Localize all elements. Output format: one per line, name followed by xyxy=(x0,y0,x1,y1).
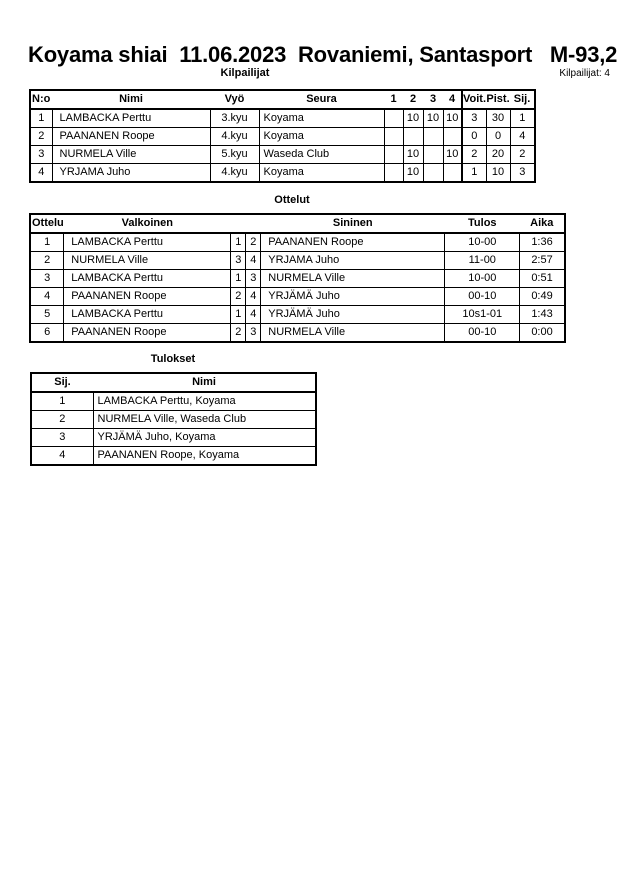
cell-result: 10s1-01 xyxy=(445,306,520,324)
competitor-row xyxy=(30,128,535,146)
cell-white-no: 2 xyxy=(231,288,246,306)
cell-score-2: 10 xyxy=(403,146,423,164)
col-header-no: N:o xyxy=(30,90,52,109)
cell-blue-no: 4 xyxy=(246,252,261,270)
cell-sij: 4 xyxy=(510,128,535,146)
cell-match-no: 3 xyxy=(30,270,64,288)
competitor-count: Kilpailijat: 4 xyxy=(559,68,610,79)
cell-blue-no: 3 xyxy=(246,324,261,343)
cell-place: 3 xyxy=(31,429,93,447)
match-row xyxy=(30,306,565,324)
col-header-sij: Sij. xyxy=(31,373,93,392)
cell-white-name: PAANANEN Roope xyxy=(64,324,231,343)
cell-white-no: 1 xyxy=(231,233,246,252)
cell-score-4 xyxy=(443,164,462,183)
cell-name-club: LAMBACKA Perttu, Koyama xyxy=(93,392,316,411)
col-header-white-no xyxy=(231,214,246,233)
result-row xyxy=(31,429,316,447)
col-header-1: 1 xyxy=(384,90,403,109)
match-row xyxy=(30,324,565,343)
cell-no: 4 xyxy=(30,164,52,183)
results-table xyxy=(30,372,317,466)
cell-result: 10-00 xyxy=(445,233,520,252)
cell-sij: 1 xyxy=(510,109,535,128)
cell-score-2: 10 xyxy=(403,164,423,183)
cell-no: 3 xyxy=(30,146,52,164)
cell-white-name: LAMBACKA Perttu xyxy=(64,270,231,288)
cell-time: 1:43 xyxy=(520,306,565,324)
col-header-3: 3 xyxy=(423,90,443,109)
cell-score-1 xyxy=(384,146,403,164)
cell-score-4: 10 xyxy=(443,109,462,128)
cell-pist: 0 xyxy=(486,128,510,146)
cell-match-no: 5 xyxy=(30,306,64,324)
cell-blue-no: 2 xyxy=(246,233,261,252)
results-header-row xyxy=(31,373,316,392)
cell-voit: 3 xyxy=(462,109,486,128)
result-row xyxy=(31,411,316,429)
cell-name-club: PAANANEN Roope, Koyama xyxy=(93,447,316,466)
competitor-row xyxy=(30,164,535,183)
cell-result: 00-10 xyxy=(445,324,520,343)
cell-score-3 xyxy=(423,146,443,164)
cell-score-1 xyxy=(384,164,403,183)
col-header-voit: Voit. xyxy=(462,90,486,109)
cell-pist: 20 xyxy=(486,146,510,164)
match-row xyxy=(30,270,565,288)
cell-blue-no: 3 xyxy=(246,270,261,288)
col-header-vyo: Vyö xyxy=(210,90,259,109)
cell-match-no: 2 xyxy=(30,252,64,270)
match-row xyxy=(30,233,565,252)
cell-white-no: 2 xyxy=(231,324,246,343)
cell-name-club: NURMELA Ville, Waseda Club xyxy=(93,411,316,429)
document-title: Koyama shiai 11.06.2023 Rovaniemi, Santasport M-93,2 xyxy=(28,42,618,67)
cell-pist: 10 xyxy=(486,164,510,183)
col-header-aika: Aika xyxy=(520,214,565,233)
cell-time: 1:36 xyxy=(520,233,565,252)
matches-table xyxy=(29,213,566,343)
col-header-pist: Pist. xyxy=(486,90,510,109)
col-header-valkoinen: Valkoinen xyxy=(64,214,231,233)
result-row xyxy=(31,392,316,411)
cell-vyo: 5.kyu xyxy=(210,146,259,164)
cell-time: 0:49 xyxy=(520,288,565,306)
cell-vyo: 3.kyu xyxy=(210,109,259,128)
cell-score-4 xyxy=(443,128,462,146)
col-header-sininen: Sininen xyxy=(261,214,445,233)
cell-blue-name: YRJAMA Juho xyxy=(261,252,445,270)
cell-nimi: NURMELA Ville xyxy=(52,146,210,164)
cell-white-no: 3 xyxy=(231,252,246,270)
match-row xyxy=(30,252,565,270)
cell-nimi: LAMBACKA Perttu xyxy=(52,109,210,128)
cell-time: 2:57 xyxy=(520,252,565,270)
cell-time: 0:51 xyxy=(520,270,565,288)
cell-blue-name: YRJÄMÄ Juho xyxy=(261,288,445,306)
cell-voit: 0 xyxy=(462,128,486,146)
cell-seura: Waseda Club xyxy=(259,146,384,164)
cell-match-no: 4 xyxy=(30,288,64,306)
cell-nimi: YRJAMA Juho xyxy=(52,164,210,183)
cell-vyo: 4.kyu xyxy=(210,128,259,146)
cell-nimi: PAANANEN Roope xyxy=(52,128,210,146)
cell-seura: Koyama xyxy=(259,109,384,128)
cell-white-name: PAANANEN Roope xyxy=(64,288,231,306)
cell-voit: 2 xyxy=(462,146,486,164)
cell-place: 2 xyxy=(31,411,93,429)
cell-sij: 2 xyxy=(510,146,535,164)
cell-name-club: YRJÄMÄ Juho, Koyama xyxy=(93,429,316,447)
cell-white-name: LAMBACKA Perttu xyxy=(64,306,231,324)
col-header-2: 2 xyxy=(403,90,423,109)
result-row xyxy=(31,447,316,466)
competitor-row xyxy=(30,109,535,128)
competitors-table xyxy=(29,89,536,183)
cell-blue-name: YRJÄMÄ Juho xyxy=(261,306,445,324)
cell-match-no: 1 xyxy=(30,233,64,252)
cell-blue-no: 4 xyxy=(246,288,261,306)
cell-blue-name: NURMELA Ville xyxy=(261,324,445,343)
cell-score-3: 10 xyxy=(423,109,443,128)
cell-time: 0:00 xyxy=(520,324,565,343)
col-header-nimi: Nimi xyxy=(52,90,210,109)
col-header-blue-no xyxy=(246,214,261,233)
cell-score-2: 10 xyxy=(403,109,423,128)
cell-no: 2 xyxy=(30,128,52,146)
col-header-sij: Sij. xyxy=(510,90,535,109)
cell-place: 1 xyxy=(31,392,93,411)
matches-header-row xyxy=(30,214,565,233)
competitor-row xyxy=(30,146,535,164)
cell-result: 00-10 xyxy=(445,288,520,306)
cell-score-3 xyxy=(423,128,443,146)
cell-blue-name: PAANANEN Roope xyxy=(261,233,445,252)
cell-score-3 xyxy=(423,164,443,183)
cell-blue-name: NURMELA Ville xyxy=(261,270,445,288)
cell-blue-no: 4 xyxy=(246,306,261,324)
cell-sij: 3 xyxy=(510,164,535,183)
cell-place: 4 xyxy=(31,447,93,466)
col-header-tulos: Tulos xyxy=(445,214,520,233)
cell-score-1 xyxy=(384,109,403,128)
cell-seura: Koyama xyxy=(259,128,384,146)
cell-score-2 xyxy=(403,128,423,146)
section-caption-tulokset: Tulokset xyxy=(150,353,196,365)
section-caption-ottelut: Ottelut xyxy=(274,194,310,206)
col-header-seura: Seura xyxy=(259,90,384,109)
cell-pist: 30 xyxy=(486,109,510,128)
col-header-nimi: Nimi xyxy=(93,373,316,392)
cell-no: 1 xyxy=(30,109,52,128)
competitors-header-row xyxy=(30,90,535,109)
cell-score-4: 10 xyxy=(443,146,462,164)
cell-white-no: 1 xyxy=(231,270,246,288)
col-header-ottelu: Ottelu xyxy=(30,214,64,233)
cell-result: 10-00 xyxy=(445,270,520,288)
cell-result: 11-00 xyxy=(445,252,520,270)
cell-vyo: 4.kyu xyxy=(210,164,259,183)
col-header-4: 4 xyxy=(443,90,462,109)
cell-white-no: 1 xyxy=(231,306,246,324)
cell-score-1 xyxy=(384,128,403,146)
cell-white-name: NURMELA Ville xyxy=(64,252,231,270)
match-row xyxy=(30,288,565,306)
cell-white-name: LAMBACKA Perttu xyxy=(64,233,231,252)
section-caption-kilpailijat: Kilpailijat xyxy=(220,67,270,79)
cell-match-no: 6 xyxy=(30,324,64,343)
cell-voit: 1 xyxy=(462,164,486,183)
cell-seura: Koyama xyxy=(259,164,384,183)
